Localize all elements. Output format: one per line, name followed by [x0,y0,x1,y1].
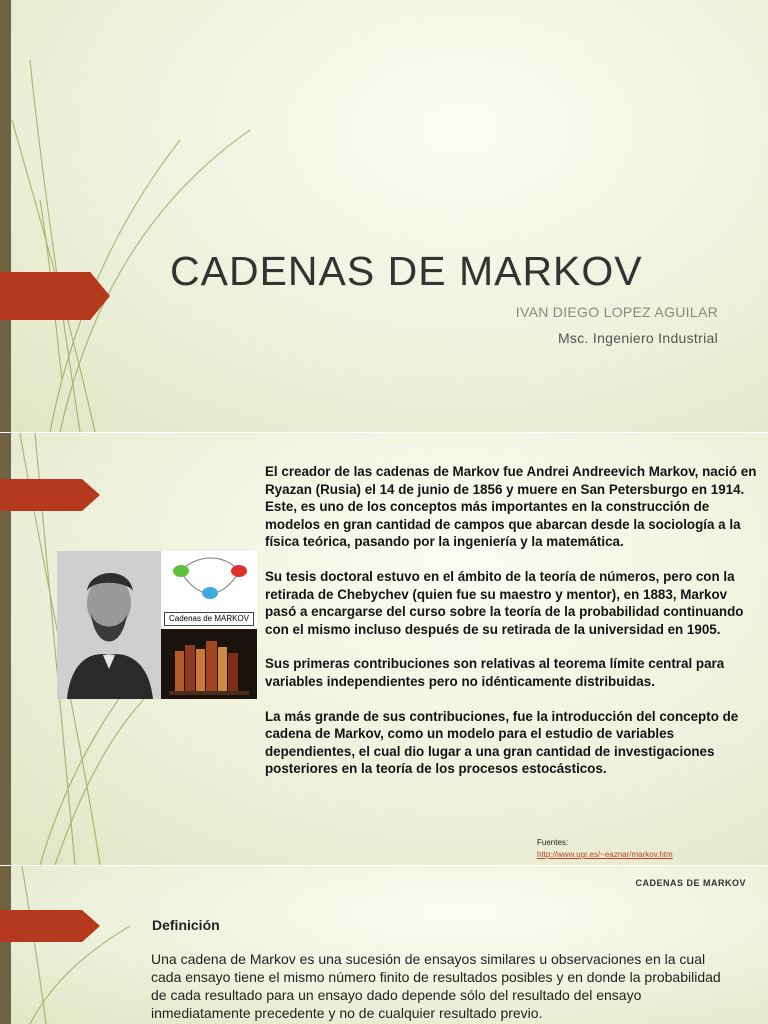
books-image [161,629,257,699]
title-slide [0,0,768,432]
paragraph: Sus primeras contribuciones son relativas al teorema límite central para variables independientes pero no idénticamente distribuidas. [265,656,725,689]
left-sidebar-bar [0,866,11,1024]
paragraph: El creador de las cadenas de Markov fue Andrei Andreevich Markov, nació en Ryazan (Rusia) el 14 de junio de 1856 y muere en San Petersburgo en 1914. Este, es uno de los conceptos más importantes en la construcción de modelos en gran cantidad de campos que abarcan desde la sociología a la física teórica, pasando por la ingeniería y la matemática. [265,464,757,550]
accent-arrow [0,272,110,320]
author-name: IVAN DIEGO LOPEZ AGUILAR [515,304,718,320]
paragraph: Su tesis doctoral estuvo en el ámbito de la teoría de números, pero con la retirada de Chebychev (quien fue su maestro y mentor), en 1883, Markov pasó a encargarse del curso sobre la teoría de la probabilidad continuando con el mismo incluso después de su retirada de la universidad en 1905. [265,568,744,637]
author-degree: Msc. Ingeniero Industrial [557,330,718,346]
vine-decoration [0,0,768,432]
biography-slide [0,433,768,865]
definition-text: Una cadena de Markov es una sucesión de ensayos similares u observaciones en la cual cada ensayo tiene el mismo número finito de resultados posibles y en donde la probabilidad de cada resultado para un ensayo dado depende sólo del resultado del ensayo inmediatamente precedente y no de cualquier resultado previo. [151,951,721,1021]
sources-label: Fuentes: [537,838,569,847]
slide-footer: CADENAS DE MARKOV [635,878,746,888]
sources-link[interactable]: http://www.ugr.es/~eaznar/markov.htm [537,850,673,859]
slide-title: CADENAS DE MARKOV [170,248,643,294]
markov-portrait-image [57,551,161,699]
biography-text [265,463,757,795]
accent-arrow [0,479,100,511]
markov-image-collage [57,551,257,699]
left-sidebar-bar [0,0,11,432]
accent-arrow [0,910,100,942]
definition-slide [0,866,768,1024]
paragraph: La más grande de sus contribuciones, fue la introducción del concepto de cadena de Markov, como un modelo para el estudio de variables dependientes, el cual dio lugar a una gran cantidad de investigaciones posteriores en la teoría de los procesos estocásticos. [265,708,739,777]
collage-caption: Cadenas de MARKOV [164,612,254,626]
definition-heading: Definición [152,917,220,933]
